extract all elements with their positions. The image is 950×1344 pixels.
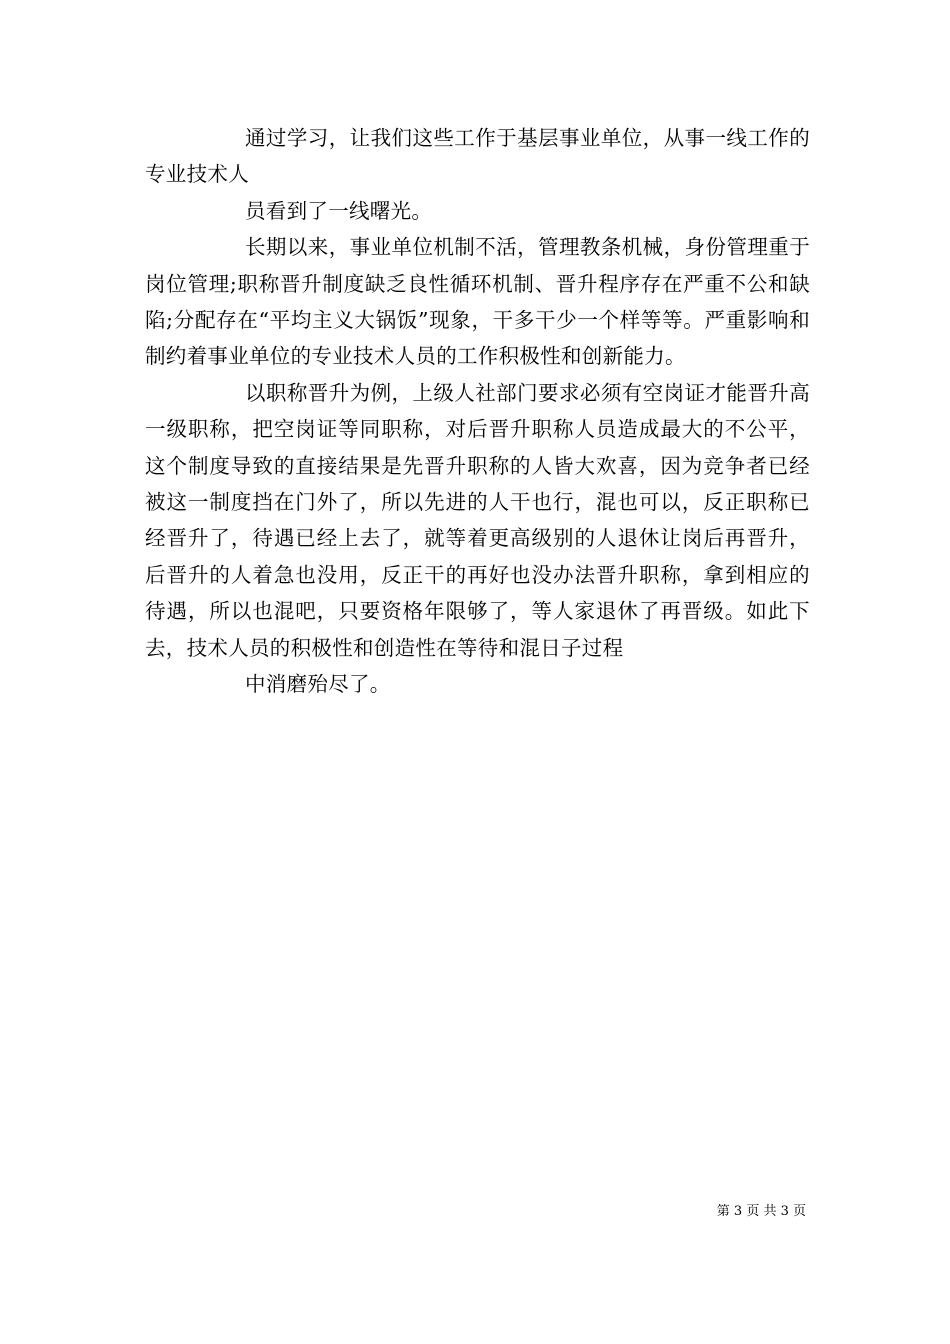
paragraph-3: 长期以来，事业单位机制不活，管理教条机械，身份管理重于岗位管理;职称晋升制度缺乏良性循环机制、晋升程序存在严重不公和缺陷;分配存在“平均主义大锅饭”现象，干多干少一个样等等。严重影响和制约着事业单位的专业技术人员的工作积极性和创新能力。 [145,235,810,369]
paragraph-2: 员看到了一线曙光。 [245,198,433,223]
paragraph-4: 以职称晋升为例，上级人社部门要求必须有空岗证才能晋升高一级职称，把空岗证等同职称，对后晋升职称人员造成最大的不公平，这个制度导致的直接结果是先晋升职称的人皆大欢喜，因为竞争者已经被这一制度挡在门外了，所以先进的人干也行，混也可以，反正职称已经晋升了，待遇已经上去了，就等着更高级别的人退休让岗后再晋升，后晋升的人着急也没用，反正干的再好也没办法晋升职称，拿到相应的待遇，所以也混吧，只要资格年限够了，等人家退休了再晋级。如此下去，技术人员的积极性和创造性在等待和混日子过程 [145,380,810,660]
page-number-footer: 第 3 页 共 3 页 [716,1204,806,1219]
document-body [145,120,810,703]
paragraph-1: 通过学习，让我们这些工作于基层事业单位，从事一线工作的专业技术人 [145,126,810,187]
paragraph-5: 中消磨殆尽了。 [245,672,391,697]
